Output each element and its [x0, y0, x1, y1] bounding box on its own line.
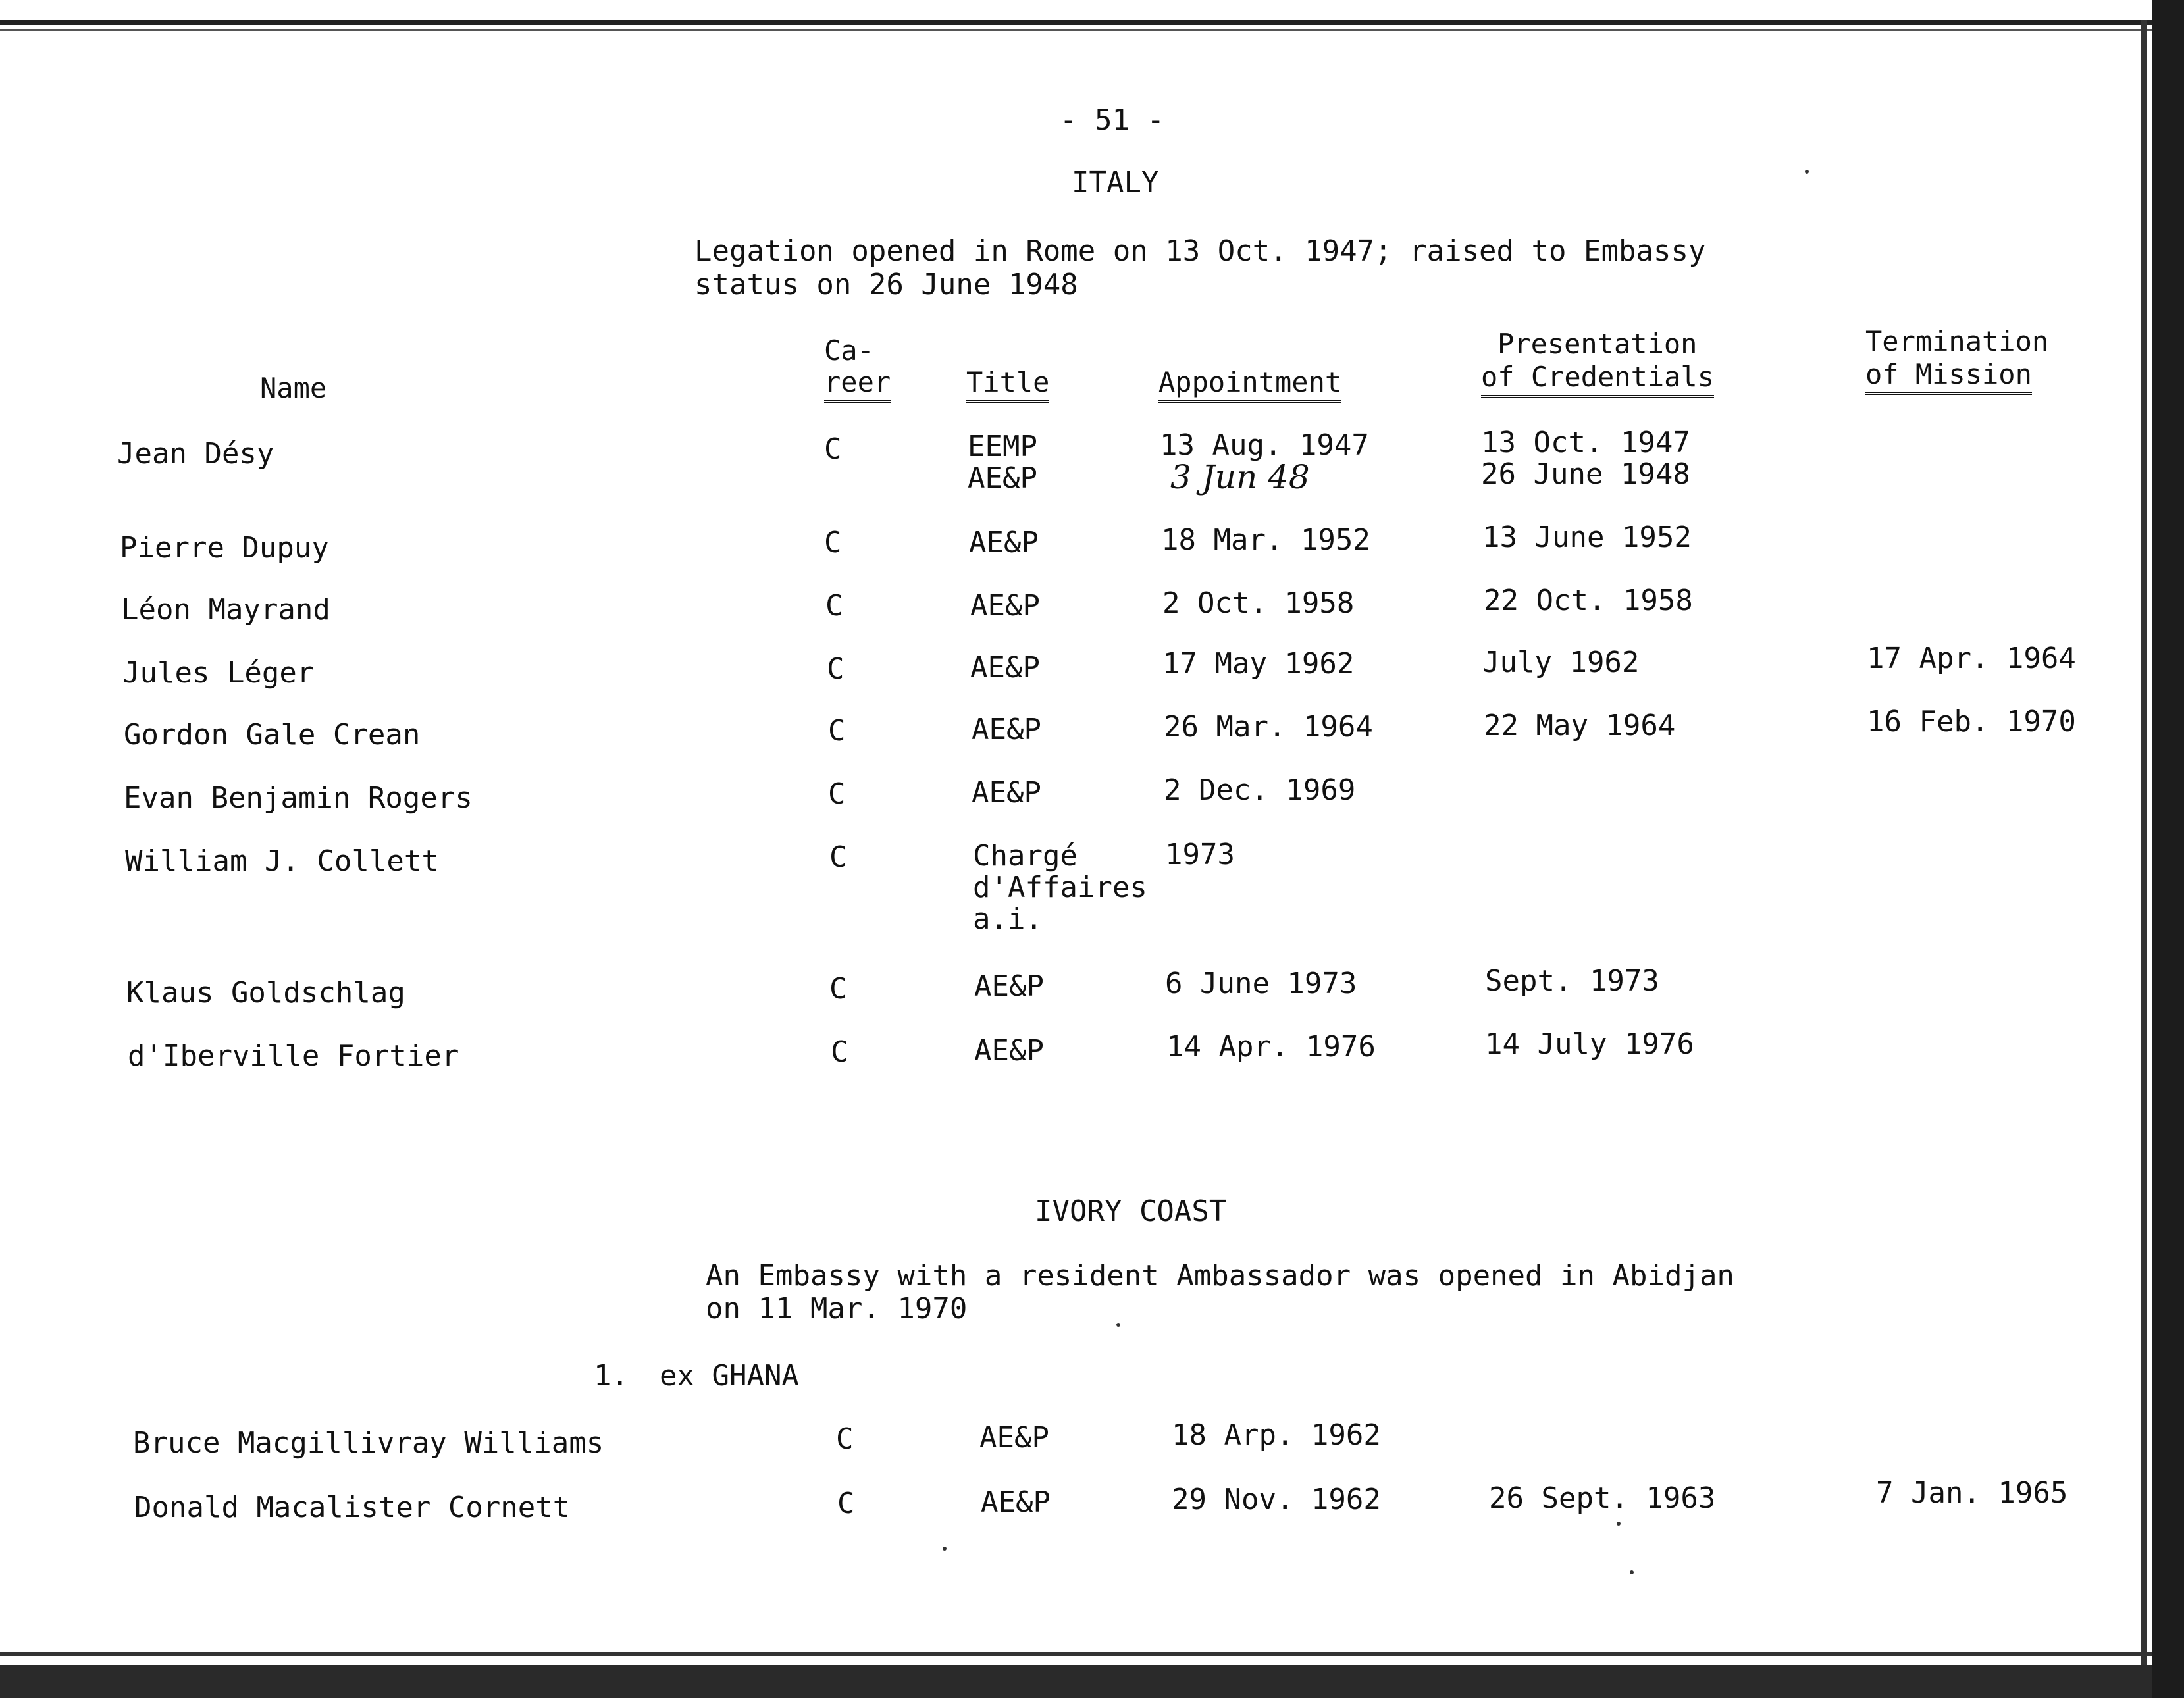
table-row-title: AE&P	[972, 776, 1041, 810]
table-row-name: Donald Macalister Cornett	[134, 1491, 571, 1524]
col-header-title: Title	[966, 366, 1049, 403]
scan-border-bottom	[0, 1665, 2152, 1698]
scan-speck	[1805, 170, 1809, 174]
col-header-name: Name	[260, 372, 327, 404]
table-row-name: Bruce Macgillivray Williams	[133, 1426, 604, 1460]
page-number: - 51 -	[1060, 103, 1164, 137]
table-row-credentials: 14 July 1976	[1485, 1027, 1694, 1061]
table-row-credentials-second: 26 June 1948	[1481, 457, 1690, 491]
table-row-name: Jules Léger	[122, 656, 315, 690]
table-row-name: Jean Désy	[117, 437, 274, 471]
handwritten-appointment-date: 3 Jun 48	[1170, 458, 1310, 496]
scan-border-right	[2152, 0, 2184, 1698]
col-header-career-line2: reer	[824, 366, 891, 403]
table-row-name: William J. Collett	[125, 844, 439, 878]
table-row-title: EEMP	[968, 430, 1037, 463]
table-row-termination: 7 Jan. 1965	[1876, 1476, 2068, 1510]
table-row-title-second: AE&P	[968, 461, 1037, 495]
table-row-title: AE&P	[970, 589, 1040, 623]
table-row-credentials: 13 June 1952	[1482, 521, 1692, 554]
table-row-title: AE&P	[974, 1034, 1044, 1068]
table-row-career: C	[831, 1035, 848, 1069]
table-row-name: Gordon Gale Crean	[124, 718, 421, 752]
table-row-appointment: 18 Arp. 1962	[1172, 1418, 1381, 1452]
col-header-presentation-line1: Presentation	[1497, 328, 1698, 360]
scan-speck	[1630, 1570, 1634, 1574]
table-row-title-second: d'Affaires	[973, 871, 1147, 904]
table-row-career: C	[837, 1487, 855, 1520]
table-row-appointment: 6 June 1973	[1165, 967, 1357, 1000]
table-row-title-third: a.i.	[973, 902, 1043, 936]
subsection-number: 1.	[594, 1359, 629, 1393]
table-row-title: AE&P	[970, 651, 1040, 684]
section-heading-ivory-coast: IVORY COAST	[1035, 1195, 1227, 1228]
table-row-appointment: 14 Apr. 1976	[1166, 1030, 1376, 1064]
table-row-appointment: 2 Dec. 1969	[1164, 773, 1356, 807]
table-row-credentials: Sept. 1973	[1485, 964, 1659, 998]
table-row-career: C	[824, 432, 842, 466]
ivory-coast-note-line2: on 11 Mar. 1970	[706, 1292, 968, 1325]
col-header-career-line1: Ca-	[824, 334, 874, 367]
italy-note-line1: Legation opened in Rome on 13 Oct. 1947; raised to Embassy	[694, 234, 1706, 268]
col-header-termination-line1: Termination	[1865, 325, 2049, 357]
table-row-name: Evan Benjamin Rogers	[124, 781, 473, 815]
table-row-appointment: 17 May 1962	[1162, 647, 1355, 681]
table-row-title: AE&P	[981, 1485, 1051, 1519]
table-row-title: AE&P	[974, 969, 1044, 1003]
table-row-career: C	[828, 714, 846, 748]
col-header-appointment: Appointment	[1158, 366, 1341, 403]
table-row-career: C	[829, 840, 847, 874]
subsection-label: ex GHANA	[660, 1359, 799, 1393]
ivory-coast-note-line1: An Embassy with a resident Ambassador was opened in Abidjan	[706, 1259, 1734, 1293]
table-row-appointment: 2 Oct. 1958	[1162, 586, 1355, 620]
table-row-title: AE&P	[979, 1421, 1049, 1454]
table-row-appointment: 1973	[1165, 838, 1235, 871]
table-row-name: d'Iberville Fortier	[128, 1039, 459, 1073]
table-row-career: C	[827, 652, 845, 686]
table-row-termination: 16 Feb. 1970	[1867, 705, 2076, 738]
scan-border-top	[0, 20, 2152, 25]
table-row-title: Chargé	[973, 839, 1078, 873]
table-row-credentials: 26 Sept. 1963	[1489, 1481, 1716, 1515]
scan-speck	[943, 1547, 947, 1551]
table-row-career: C	[828, 777, 846, 811]
scan-speck	[1617, 1522, 1621, 1526]
section-heading-italy: ITALY	[1072, 166, 1159, 199]
table-row-appointment: 29 Nov. 1962	[1172, 1483, 1381, 1516]
table-row-career: C	[836, 1422, 854, 1456]
table-row-credentials: 13 Oct. 1947	[1481, 426, 1690, 459]
table-row-title: AE&P	[969, 526, 1039, 559]
table-row-title: AE&P	[972, 713, 1041, 746]
col-header-presentation-line2: of Credentials	[1481, 361, 1714, 398]
scan-speck	[1116, 1323, 1120, 1327]
table-row-appointment: 18 Mar. 1952	[1161, 523, 1370, 557]
col-header-termination-line2: of Mission	[1865, 358, 2032, 395]
scan-border-bottom-line	[0, 1652, 2152, 1656]
table-row-credentials: 22 May 1964	[1484, 709, 1676, 742]
table-row-credentials: July 1962	[1482, 646, 1640, 679]
table-row-name: Léon Mayrand	[121, 593, 330, 627]
table-row-termination: 17 Apr. 1964	[1867, 642, 2076, 675]
table-row-name: Klaus Goldschlag	[126, 976, 405, 1010]
table-row-appointment: 26 Mar. 1964	[1164, 710, 1373, 744]
table-row-career: C	[829, 972, 847, 1006]
italy-note-line2: status on 26 June 1948	[694, 268, 1078, 301]
scan-border-right-inner	[2141, 20, 2147, 1665]
table-row-name: Pierre Dupuy	[120, 531, 329, 565]
scan-border-top-thin	[0, 29, 2152, 31]
table-row-career: C	[824, 526, 842, 559]
table-row-career: C	[825, 589, 843, 623]
table-row-appointment: 13 Aug. 1947	[1160, 428, 1369, 462]
table-row-credentials: 22 Oct. 1958	[1484, 584, 1693, 617]
